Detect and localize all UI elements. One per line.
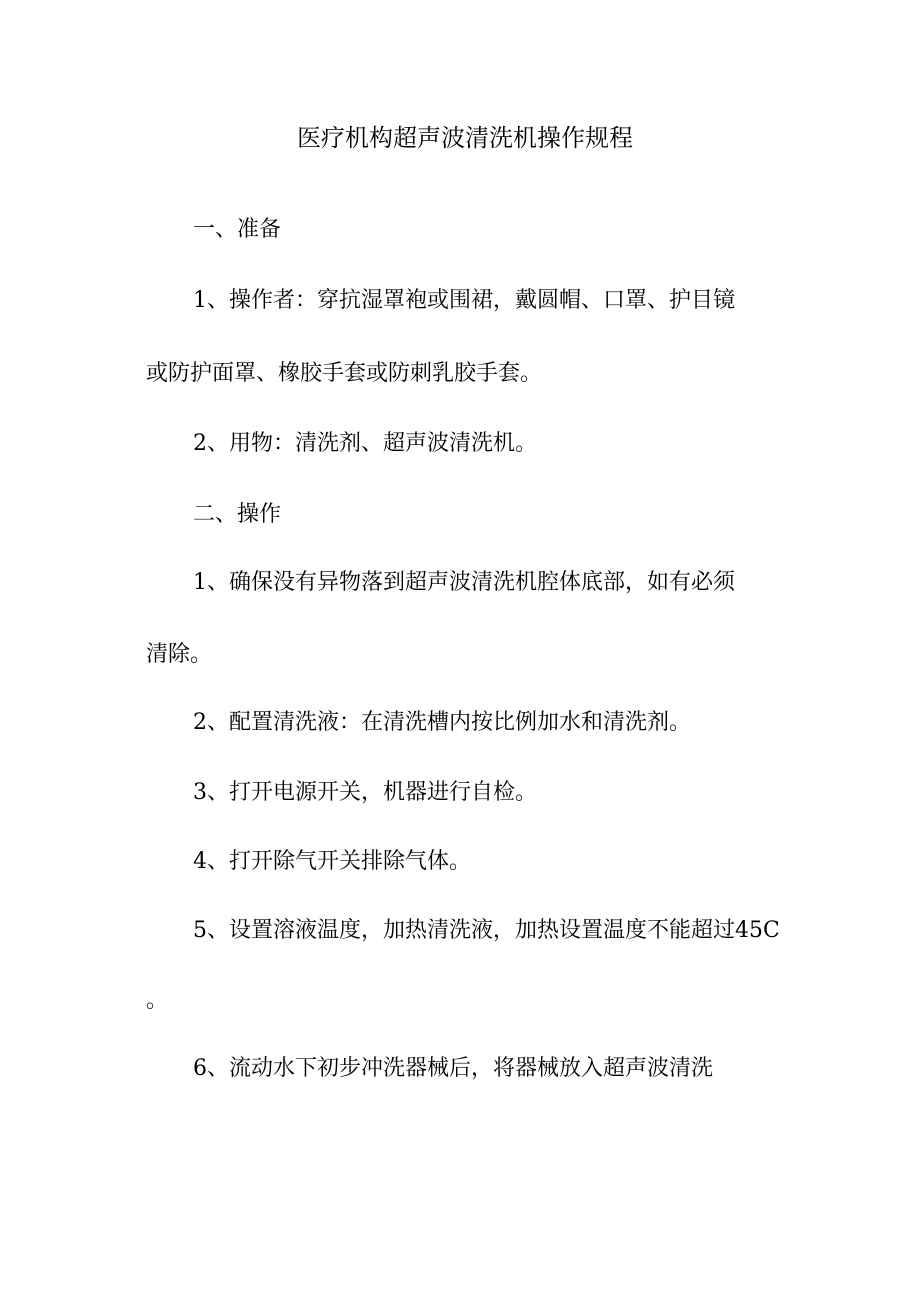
paragraph-line: 1、确保没有异物落到超声波清洗机腔体底部，如有必须 [193, 570, 735, 595]
paragraph-line: 2、用物：清洗剂、超声波清洗机。 [193, 431, 537, 456]
paragraph-line: 3、打开电源开关，机器进行自检。 [193, 780, 537, 805]
paragraph-line: 1、操作者：穿抗湿罩袍或围裙，戴圆帽、口罩、护目镜 [193, 288, 735, 313]
paragraph-line: 5、设置溶液温度，加热清洗液，加热设置温度不能超过45C [193, 918, 780, 943]
paragraph-line: 2、配置清洗液：在清洗槽内按比例加水和清洗剂。 [193, 710, 691, 735]
paragraph-line: 4、打开除气开关排除气体。 [193, 849, 471, 874]
paragraph-line: 或防护面罩、橡胶手套或防刺乳胶手套。 [146, 361, 543, 386]
paragraph-line: 6、流动水下初步冲洗器械后，将器械放入超声波清洗 [193, 1056, 713, 1081]
paragraph-line: 清除。 [146, 642, 213, 667]
section-heading-preparation: 一、准备 [193, 217, 282, 242]
paragraph-line: 。 [146, 988, 169, 1013]
section-heading-operation: 二、操作 [193, 502, 282, 527]
document-title: 医疗机构超声波清洗机操作规程 [297, 124, 633, 152]
